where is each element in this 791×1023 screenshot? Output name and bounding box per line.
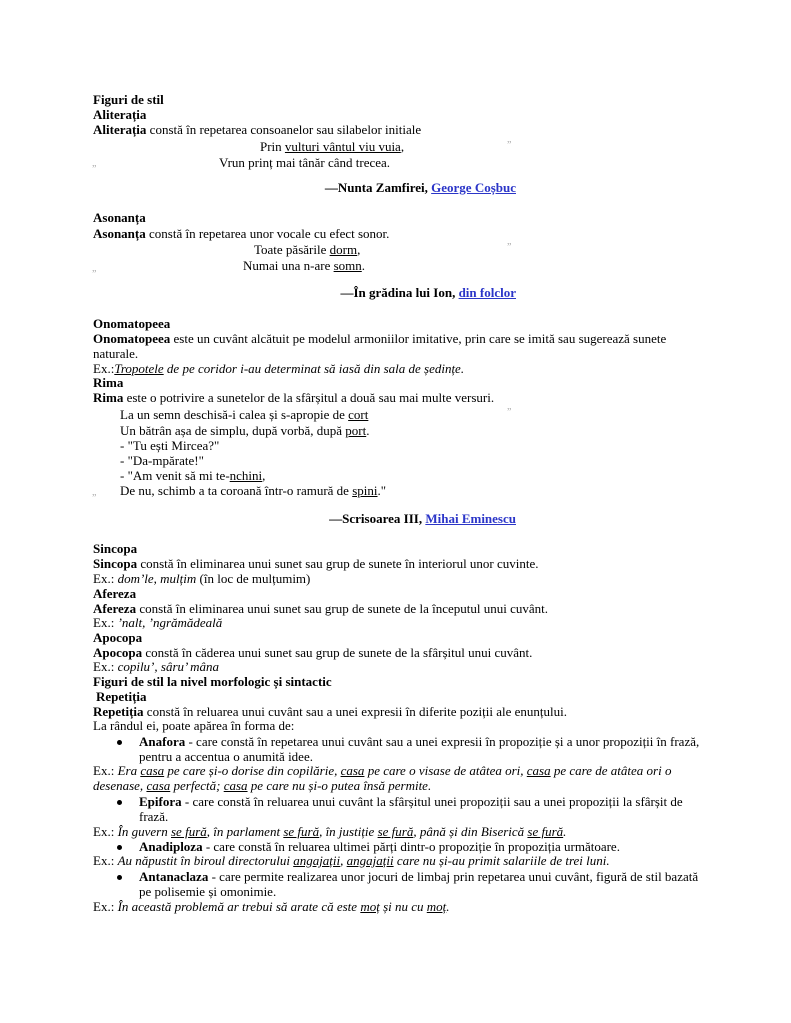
- quote-attribution: [93, 180, 516, 195]
- definition-rima: [93, 390, 494, 405]
- verse-underlined: somn: [333, 258, 362, 273]
- example-label: Ex.:: [93, 853, 118, 868]
- definition-sincopa: [93, 556, 539, 571]
- verse-line: [120, 438, 219, 453]
- verse-line: [260, 139, 404, 154]
- example-line: [93, 853, 610, 868]
- section-heading-morfosintactic: Figuri de stil la nivel morfologic și sintactic: [93, 674, 332, 689]
- example-run: Era: [117, 763, 141, 778]
- term-onomatopeea: Onomatopeea: [93, 331, 171, 346]
- example-run: Au năpustit în biroul directorului: [117, 853, 294, 868]
- example-underlined: angajații: [293, 853, 341, 868]
- example-label: Ex.:: [93, 763, 118, 778]
- verse-underlined: spini: [352, 483, 378, 498]
- example-run: pe care nu și-o putea însă permite.: [247, 778, 432, 793]
- description-text: - care permite realizarea unor jocuri de limbaj prin repetarea unui cuvânt, figură de stil bazată: [208, 869, 699, 884]
- example-text: dom’le, mulțim: [117, 571, 197, 586]
- verse-text: ,: [400, 139, 405, 154]
- example-label: Ex.:: [93, 659, 118, 674]
- definition-continuation: naturale.: [93, 346, 139, 361]
- example-underlined: se fură: [527, 824, 564, 839]
- section-heading-apocopa: Apocopa: [93, 630, 143, 645]
- verse-line: [120, 423, 369, 438]
- definition-text: constă în repetarea consoanelor sau silabelor initiale: [146, 122, 422, 137]
- list-item-antanaclaza: [139, 869, 698, 884]
- author-link[interactable]: din folclor: [458, 285, 516, 300]
- example-text: copilu’, sâru’ mâna: [117, 659, 220, 674]
- term-repetitia: Repetiția: [93, 704, 144, 719]
- definition-text: constă în căderea unui sunet sau grup de sunete de la sfârșitul unui cuvânt.: [142, 645, 533, 660]
- source-work: —În grădina lui Ion,: [340, 285, 459, 300]
- author-link[interactable]: George Coșbuc: [431, 180, 516, 195]
- verse-text: La un semn deschisă-i calea și s-apropie de: [120, 407, 349, 422]
- definition-repetitia: [93, 704, 567, 719]
- list-item-anadiploza: [139, 839, 620, 854]
- definition-text: este o potrivire a sunetelor de la sfârșitul a două sau mai multe versuri.: [123, 390, 495, 405]
- verse-line: Vrun prinț mai tânăr când trecea.: [219, 155, 391, 170]
- description-continuation: frază.: [139, 809, 169, 824]
- page-title: Figuri de stil: [93, 92, 164, 107]
- verse-text: - "Tu ești Mircea?": [120, 438, 220, 453]
- example-run: pe care de atâtea ori o: [550, 763, 672, 778]
- quote-attribution: [93, 511, 516, 526]
- verse-line: [120, 453, 204, 468]
- example-run: În guvern: [117, 824, 171, 839]
- example-run: ,: [340, 853, 347, 868]
- example-text: [118, 824, 567, 839]
- quote-attribution: [93, 285, 516, 300]
- section-heading-asonanta: Asonanța: [93, 210, 146, 225]
- definition-asonanta: [93, 226, 389, 241]
- verse-text: .": [377, 483, 387, 498]
- example-underlined: casa: [140, 763, 165, 778]
- verse-underlined: port: [345, 423, 367, 438]
- example-run: .: [446, 899, 450, 914]
- example-text: de pe coridor i-au determinat să iasă din sala de ședințe.: [163, 361, 465, 376]
- verse-text: .: [361, 258, 366, 273]
- verse-line: [120, 468, 265, 483]
- example-run: pe care o visase de atâtea ori,: [364, 763, 527, 778]
- term-sincopa: Sincopa: [93, 556, 138, 571]
- example-underlined: moț: [426, 899, 447, 914]
- example-run: care nu și-au primit salariile de trei luni.: [393, 853, 610, 868]
- verse-text: Prin: [260, 139, 285, 154]
- example-underlined: Tropotele: [114, 361, 164, 376]
- author-link[interactable]: Mihai Eminescu: [425, 511, 516, 526]
- example-line: [93, 899, 450, 914]
- example-line: [93, 615, 222, 630]
- definition-aliteratia: [93, 122, 421, 137]
- verse-text: ,: [357, 242, 361, 257]
- open-quote-icon: „: [92, 263, 97, 274]
- example-label: Ex.:: [93, 615, 118, 630]
- definition-text: constă în repetarea unor vocale cu efect sonor.: [145, 226, 390, 241]
- open-quote-icon: „: [92, 158, 97, 169]
- verse-line: [254, 242, 360, 257]
- example-text: ’nalt, ’ngrămădeală: [117, 615, 223, 630]
- verse-line: [120, 483, 386, 498]
- example-text: [118, 763, 672, 778]
- section-heading-sincopa: Sincopa: [93, 541, 138, 556]
- description-text: - care constă în repetarea unui cuvânt sau a unei expresii în propoziție și a unor propoziții în frază,: [185, 734, 700, 749]
- example-text: [118, 853, 610, 868]
- example-label: Ex.:: [93, 571, 118, 586]
- example-run: pe care și-o dorise din copilărie,: [164, 763, 341, 778]
- example-underlined: se fură: [377, 824, 414, 839]
- section-heading-repetitia: Repetiția: [96, 689, 147, 704]
- example-underlined: moț: [360, 899, 380, 914]
- example-line: [93, 571, 310, 586]
- example-run: , în justiție: [319, 824, 378, 839]
- example-run: .: [563, 824, 567, 839]
- section-heading-afereza: Afereza: [93, 586, 137, 601]
- definition-apocopa: [93, 645, 532, 660]
- verse-text: ,: [262, 468, 266, 483]
- verse-underlined: cort: [348, 407, 369, 422]
- verse-line: [243, 258, 365, 273]
- verse-underlined: vulturi vântul viu vuia: [284, 139, 401, 154]
- close-quote-icon: ”: [507, 407, 512, 418]
- definition-text: este un cuvânt alcătuit pe modelul armoniilor imitative, prin care se imită sau sugerează sunete: [170, 331, 667, 346]
- verse-text: De nu, schimb a ta coroană într-o ramură de: [120, 483, 353, 498]
- verse-line: [120, 407, 368, 422]
- example-label: Ex.:: [93, 899, 118, 914]
- example-underlined: casa: [146, 778, 171, 793]
- example-run: desenase,: [93, 778, 147, 793]
- bullet-icon: [117, 800, 122, 805]
- example-label: Ex.:: [93, 824, 118, 839]
- verse-text: - "Am venit să mi te-: [120, 468, 230, 483]
- term-aliteratia: Aliterația: [93, 122, 147, 137]
- description-text: - care constă în reluarea ultimei părți dintr-o propoziție în propoziția următoare.: [202, 839, 620, 854]
- example-underlined: casa: [340, 763, 365, 778]
- section-heading-onomatopeea: Onomatopeea: [93, 316, 171, 331]
- term-anafora: Anafora: [139, 734, 186, 749]
- verse-text: Un bătrân așa de simplu, după vorbă, după: [120, 423, 346, 438]
- example-run: , până și din Biserică: [413, 824, 528, 839]
- description-continuation: pe polisemie și omonimie.: [139, 884, 277, 899]
- open-quote-icon: „: [92, 487, 97, 498]
- section-heading-rima: Rima: [93, 375, 124, 390]
- definition-afereza: [93, 601, 548, 616]
- example-run: În această problemă ar trebui să arate că este: [117, 899, 361, 914]
- bullet-icon: [117, 740, 122, 745]
- close-quote-icon: ”: [507, 140, 512, 151]
- verse-text: - "Da-mpărate!": [120, 453, 204, 468]
- term-anadiploza: Anadiploza: [139, 839, 203, 854]
- definition-text: constă în reluarea unui cuvânt sau a unei expresii în diferite poziții ale enunțului.: [143, 704, 567, 719]
- example-run: perfectă;: [170, 778, 224, 793]
- example-label: Ex.:: [93, 361, 115, 376]
- definition-text: constă în eliminarea unui sunet sau grup de sunete în interiorul unor cuvinte.: [137, 556, 539, 571]
- intro-text: La rândul ei, poate apărea în forma de:: [93, 718, 295, 733]
- bullet-icon: [117, 875, 122, 880]
- verse-text: Numai una n-are: [243, 258, 334, 273]
- example-underlined: casa: [526, 763, 551, 778]
- term-rima: Rima: [93, 390, 124, 405]
- example-line: [93, 659, 219, 674]
- description-text: - care constă în reluarea unui cuvânt la sfârșitul unei propoziții sau a unei propoziții la sfârșit de: [181, 794, 683, 809]
- example-underlined: se fură: [283, 824, 320, 839]
- example-run: și nu cu: [379, 899, 427, 914]
- definition-text: constă în eliminarea unui sunet sau grup de sunete de la începutul unui cuvânt.: [136, 601, 548, 616]
- term-apocopa: Apocopa: [93, 645, 143, 660]
- source-work: —Scrisoarea III,: [329, 511, 426, 526]
- example-run: , în parlament: [206, 824, 284, 839]
- term-antanaclaza: Antanaclaza: [139, 869, 209, 884]
- term-epifora: Epifora: [139, 794, 182, 809]
- example-note: (în loc de mulțumim): [196, 571, 311, 586]
- verse-underlined: nchini: [229, 468, 263, 483]
- list-item-epifora: [139, 794, 683, 809]
- example-underlined: casa: [223, 778, 248, 793]
- example-underlined: se fură: [171, 824, 207, 839]
- example-line: [93, 778, 431, 793]
- example-line: [93, 361, 464, 376]
- verse-text: Toate păsările: [254, 242, 330, 257]
- example-line: [93, 763, 671, 778]
- source-work: —Nunta Zamfirei,: [324, 180, 432, 195]
- section-heading-aliteratia: Aliterația: [93, 107, 147, 122]
- example-underlined: angajații: [346, 853, 394, 868]
- example-line: [93, 824, 566, 839]
- verse-text: .: [366, 423, 370, 438]
- description-continuation: pentru a accentua o anumită idee.: [139, 749, 313, 764]
- bullet-icon: [117, 845, 122, 850]
- close-quote-icon: ”: [507, 242, 512, 253]
- term-asonanta: Asonanța: [93, 226, 146, 241]
- term-afereza: Afereza: [93, 601, 137, 616]
- verse-underlined: dorm: [329, 242, 358, 257]
- definition-onomatopeea: [93, 331, 666, 346]
- example-text: [118, 899, 450, 914]
- list-item-anafora: [139, 734, 699, 749]
